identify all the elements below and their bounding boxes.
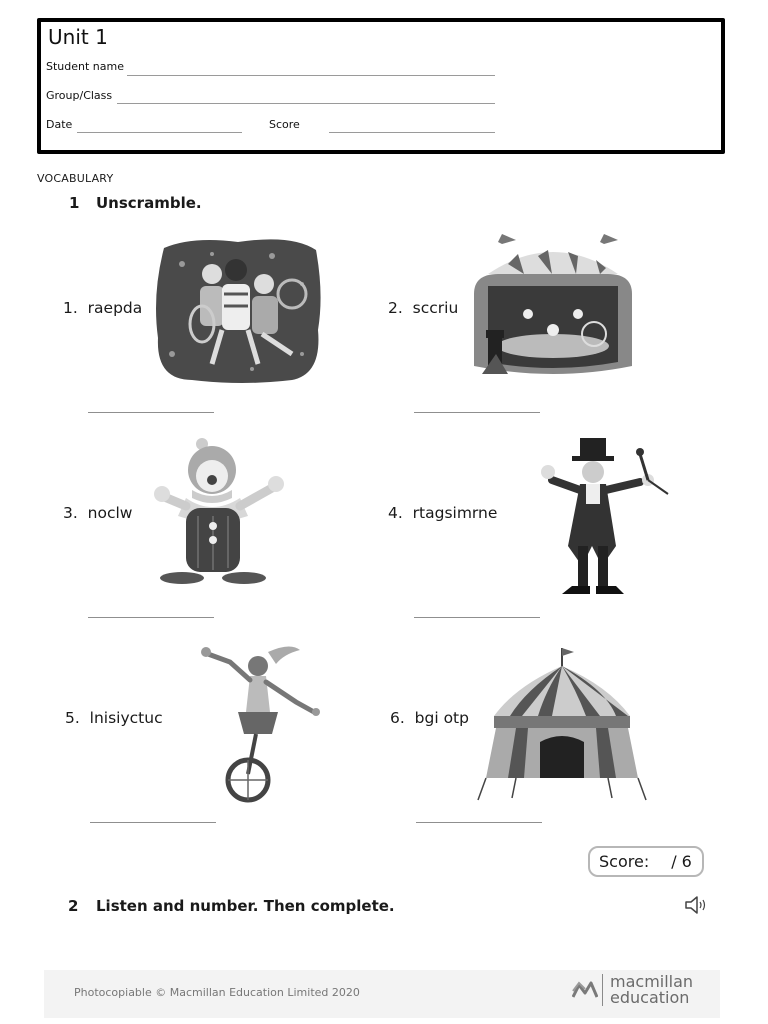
macmillan-logo-icon <box>572 981 598 999</box>
scrambled-word: sccriu <box>412 299 459 317</box>
score-box <box>588 846 704 877</box>
exercise-1-number: 1 <box>69 194 80 212</box>
big-top-picture <box>476 646 648 802</box>
scrambled-word: noclw <box>87 504 133 522</box>
score-label: Score: <box>599 852 650 871</box>
parade-picture <box>152 234 324 386</box>
speaker-icon[interactable] <box>684 895 708 915</box>
answer-line-4[interactable] <box>414 617 540 618</box>
circus-picture <box>468 234 638 386</box>
scrambled-word: rtagsimrne <box>412 504 498 522</box>
footer <box>44 970 720 1018</box>
section-label: VOCABULARY <box>37 172 114 185</box>
scrambled-word: bgi otp <box>414 709 469 727</box>
unicyclist-picture <box>200 642 322 804</box>
student-info-box <box>37 18 725 154</box>
item-6-label: 6. bgi otp <box>390 709 469 727</box>
answer-line-6[interactable] <box>416 822 542 823</box>
answer-line-2[interactable] <box>414 412 540 413</box>
group-class-label: Group/Class <box>46 89 113 102</box>
ringmaster-picture <box>532 436 672 598</box>
macmillan-logo <box>572 974 693 1006</box>
item-1-label: 1. raepda <box>63 299 143 317</box>
scrambled-word: lnisiyctuc <box>89 709 163 727</box>
answer-line-3[interactable] <box>88 617 214 618</box>
student-name-field[interactable] <box>127 75 495 76</box>
scrambled-word: raepda <box>87 299 143 317</box>
exercise-1-title: Unscramble. <box>96 194 202 212</box>
brand-line-1: macmillan <box>610 972 694 991</box>
student-name-label: Student name <box>46 60 124 73</box>
unit-title: Unit 1 <box>48 25 108 49</box>
brand-line-2: education <box>610 988 690 1007</box>
clown-picture <box>152 436 302 588</box>
item-5-label: 5. lnisiyctuc <box>65 709 163 727</box>
exercise-2-title: Listen and number. Then complete. <box>96 897 395 915</box>
item-2-label: 2. sccriu <box>388 299 459 317</box>
date-field[interactable] <box>77 132 242 133</box>
score-field[interactable] <box>329 132 495 133</box>
score-label: Score <box>269 118 300 131</box>
answer-line-5[interactable] <box>90 822 216 823</box>
copyright-notice: Photocopiable © Macmillan Education Limited 2020 <box>74 986 360 999</box>
date-label: Date <box>46 118 73 131</box>
item-4-label: 4. rtagsimrne <box>388 504 498 522</box>
score-total: / 6 <box>671 852 692 871</box>
answer-line-1[interactable] <box>88 412 214 413</box>
group-class-field[interactable] <box>117 103 495 104</box>
item-3-label: 3. noclw <box>63 504 133 522</box>
exercise-2-number: 2 <box>68 897 79 915</box>
